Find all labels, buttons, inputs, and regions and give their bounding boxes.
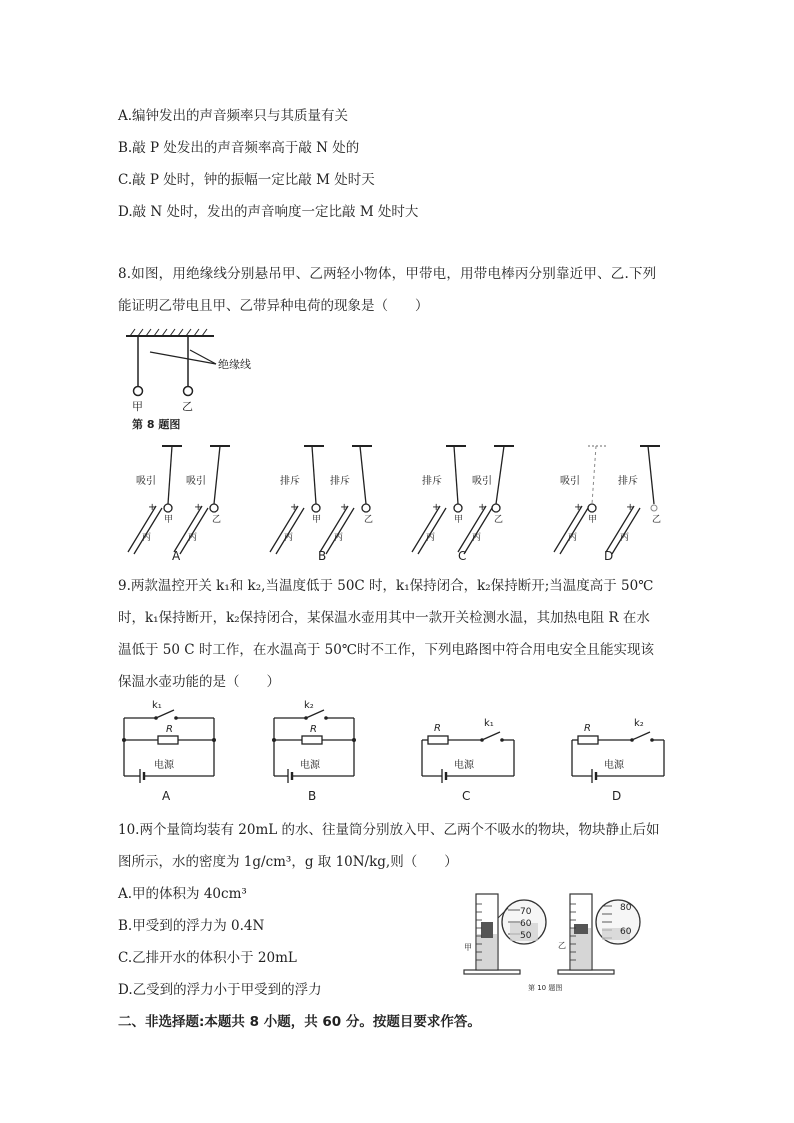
q8-option-c-diagram: [412, 446, 514, 563]
svg-text:丙: 丙: [142, 533, 152, 543]
svg-text:+: +: [478, 502, 487, 513]
svg-text:+: +: [148, 502, 157, 513]
q8-option-d-diagram: [554, 446, 661, 563]
svg-text:50: 50: [520, 931, 532, 941]
svg-text:排斥: 排斥: [280, 476, 300, 487]
svg-text:60: 60: [520, 919, 532, 929]
q10-line1: 10.两个量筒均装有 20mL 的水、往量筒分别放入甲、乙两个不吸水的物块，物块静止后如: [118, 822, 660, 838]
svg-text:70: 70: [520, 907, 532, 917]
svg-text:排斥: 排斥: [422, 476, 442, 487]
q8-figure-caption: 第 8 题图: [132, 418, 181, 431]
svg-text:乙: 乙: [212, 515, 222, 525]
q8-option-c-letter: C: [458, 549, 467, 563]
svg-text:A: A: [162, 789, 171, 803]
q8-options-figure: [118, 440, 678, 564]
svg-text:k₂: k₂: [304, 700, 314, 711]
svg-text:丙: 丙: [188, 533, 198, 543]
q7-option-a: A.编钟发出的声音频率只与其质量有关: [118, 108, 349, 124]
svg-text:甲: 甲: [312, 515, 322, 525]
svg-text:丙: 丙: [568, 533, 578, 543]
ball-jia-label: 甲: [132, 400, 143, 413]
svg-text:k₁: k₁: [152, 700, 162, 711]
q8-stem-line2: 能证明乙带电且甲、乙带异种电荷的现象是（ ）: [118, 298, 429, 314]
svg-text:+: +: [194, 502, 203, 513]
section-2-heading: 二、非选择题:本题共 8 小题，共 60 分。按题目要求作答。: [118, 1014, 481, 1030]
svg-text:甲: 甲: [588, 515, 598, 525]
svg-text:排斥: 排斥: [330, 476, 350, 487]
svg-text:丙: 丙: [620, 533, 630, 543]
q9-circuit-b: [272, 700, 356, 803]
svg-text:电源: 电源: [604, 760, 624, 771]
q10-option-c: C.乙排开水的体积小于 20mL: [118, 950, 297, 966]
svg-text:吸引: 吸引: [186, 476, 206, 487]
svg-text:80: 80: [620, 903, 632, 913]
svg-text:吸引: 吸引: [472, 476, 492, 487]
q8-option-a-diagram: [128, 446, 230, 563]
svg-text:+: +: [626, 502, 635, 513]
svg-text:+: +: [432, 502, 441, 513]
q9-circuit-c: [422, 718, 514, 803]
svg-text:电源: 电源: [454, 760, 474, 771]
q9-line4: 保温水壶功能的是（ ）: [118, 674, 280, 690]
q7-option-c: C.敲 P 处时，钟的振幅一定比敲 M 处时天: [118, 172, 375, 188]
q10-option-d: D.乙受到的浮力小于甲受到的浮力: [118, 982, 322, 998]
q10-option-b: B.甲受到的浮力为 0.4N: [118, 918, 265, 934]
svg-text:B: B: [308, 789, 317, 803]
svg-text:丙: 丙: [426, 533, 436, 543]
ball-yi-label: 乙: [182, 400, 193, 413]
svg-text:k₁: k₁: [484, 718, 494, 729]
svg-text:60: 60: [620, 927, 632, 937]
q8-top-figure: [118, 322, 263, 434]
svg-text:丙: 丙: [284, 533, 294, 543]
q9-circuits-figure: [118, 696, 678, 808]
svg-text:甲: 甲: [454, 515, 464, 525]
svg-text:乙: 乙: [494, 515, 504, 525]
q10-cylinders-figure: [462, 888, 652, 994]
svg-text:+: +: [574, 502, 583, 513]
q9-circuit-d: [572, 718, 664, 803]
svg-text:+: +: [340, 502, 349, 513]
svg-text:k₂: k₂: [634, 718, 644, 729]
svg-text:甲: 甲: [464, 943, 472, 952]
q10-figure-caption: 第 10 题图: [528, 984, 563, 992]
q7-option-b: B.敲 P 处发出的声音频率高于敲 N 处的: [118, 140, 360, 156]
svg-text:乙: 乙: [364, 515, 374, 525]
svg-text:D: D: [612, 789, 622, 803]
q7-option-d: D.敲 N 处时，发出的声音响度一定比敲 M 处时大: [118, 204, 419, 220]
insulator-label: 绝缘线: [218, 358, 251, 371]
svg-text:甲: 甲: [164, 515, 174, 525]
svg-text:乙: 乙: [558, 941, 566, 950]
svg-text:丙: 丙: [334, 533, 344, 543]
q10-line2: 图所示，水的密度为 1g/cm³，g 取 10N/kg,则（ ）: [118, 854, 458, 870]
svg-text:R: R: [310, 724, 317, 735]
q9-line1: 9.两款温控开关 k₁和 k₂,当温度低于 50C 时，k₁保持闭合，k₂保持断开;当温度高于 50℃: [118, 578, 654, 594]
svg-text:C: C: [462, 789, 471, 803]
q8-option-b-letter: B: [318, 549, 327, 563]
svg-text:乙: 乙: [652, 515, 662, 525]
svg-text:吸引: 吸引: [560, 476, 580, 487]
q9-circuit-a: [122, 700, 216, 803]
svg-text:电源: 电源: [300, 760, 320, 771]
svg-text:吸引: 吸引: [136, 476, 156, 487]
q9-line2: 时，k₁保持断开，k₂保持闭合，某保温水壶用其中一款开关检测水温，其加热电阻 R 在水: [118, 610, 650, 626]
svg-text:+: +: [290, 502, 299, 513]
q8-stem-line1: 8.如图，用绝缘线分别悬吊甲、乙两轻小物体，甲带电，用带电棒丙分别靠近甲、乙.下列: [118, 266, 657, 282]
q9-line3: 温低于 50 C 时工作，在水温高于 50℃时不工作，下列电路图中符合用电安全且能实现该: [118, 642, 654, 658]
svg-text:R: R: [584, 723, 591, 734]
svg-text:R: R: [166, 724, 173, 735]
svg-text:丙: 丙: [472, 533, 482, 543]
q8-option-d-letter: D: [604, 549, 614, 563]
q8-option-a-letter: A: [172, 549, 181, 563]
q8-option-b-diagram: [270, 446, 373, 563]
svg-text:R: R: [434, 723, 441, 734]
q10-option-a: A.甲的体积为 40cm³: [118, 886, 247, 902]
svg-text:排斥: 排斥: [618, 476, 638, 487]
svg-text:电源: 电源: [154, 760, 174, 771]
